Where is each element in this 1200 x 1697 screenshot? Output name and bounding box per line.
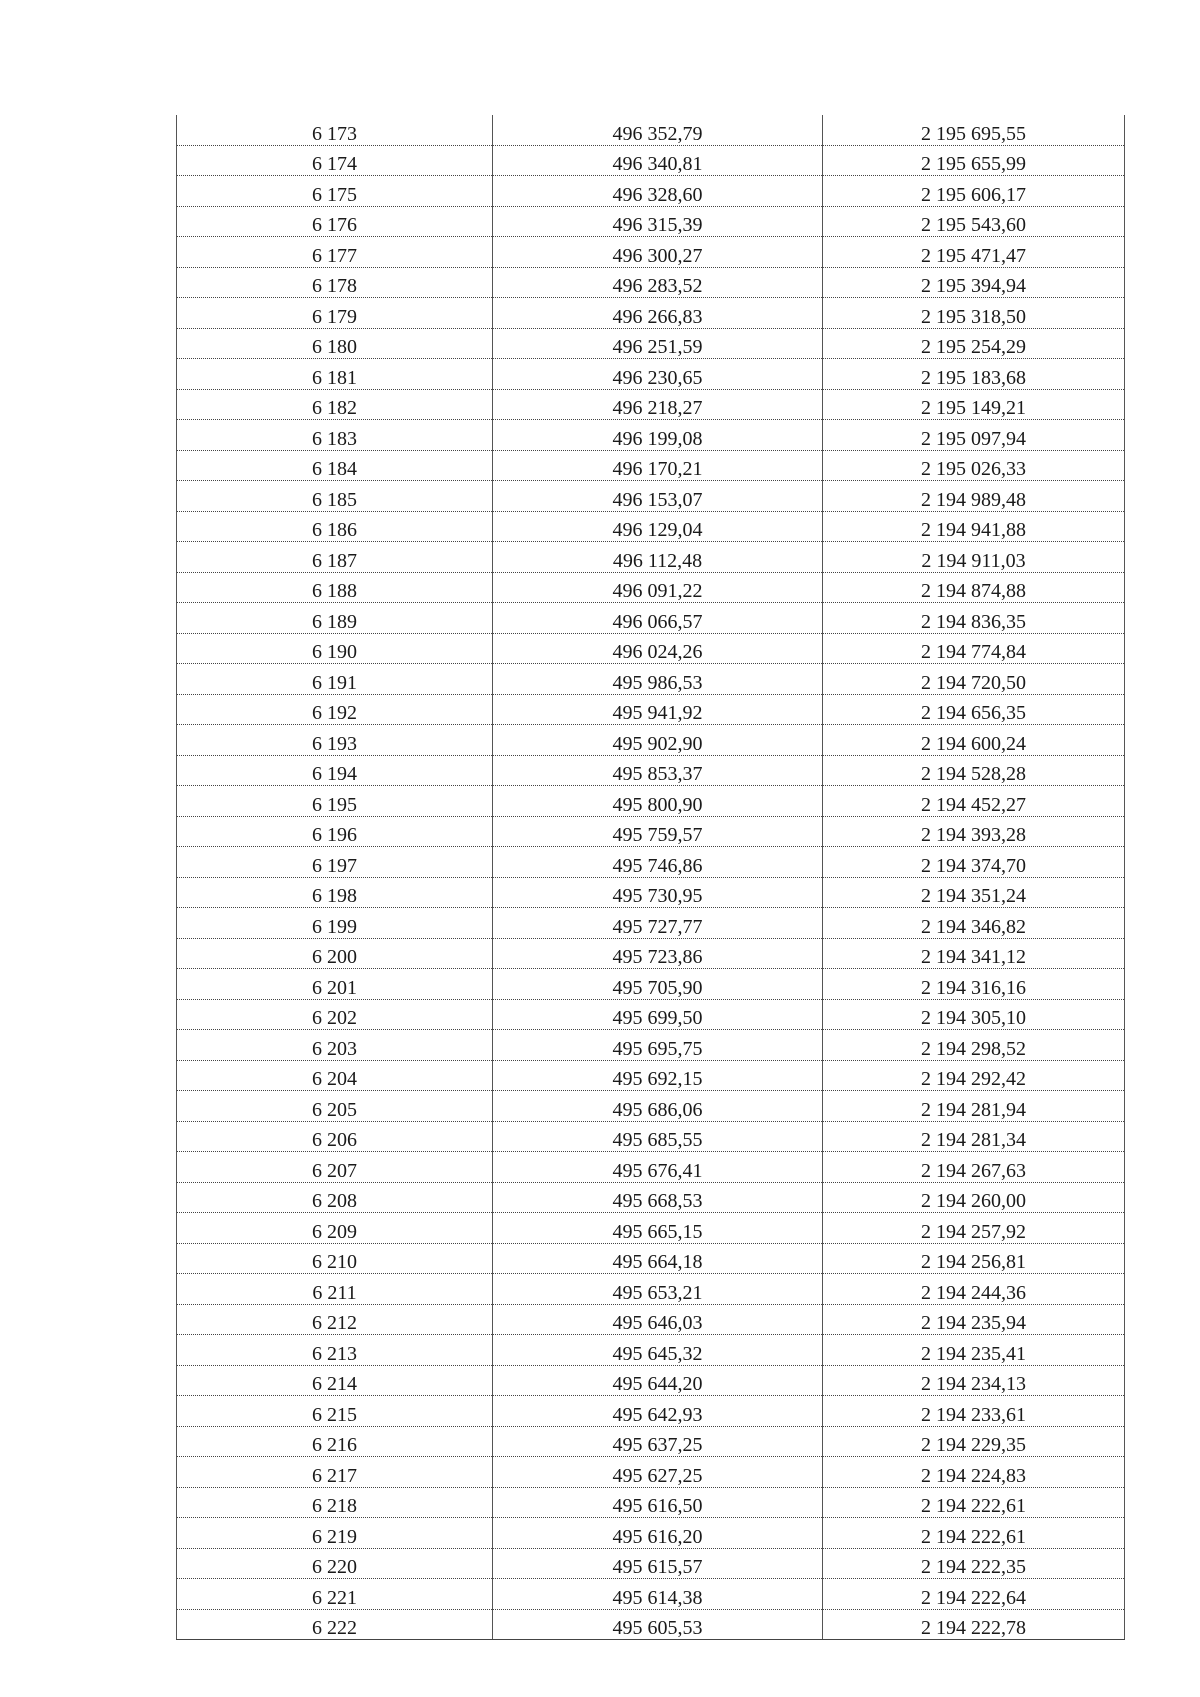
table-row: [177, 389, 1125, 420]
table-row: [177, 1609, 1125, 1640]
x-coordinate-cell: 495 614,38: [493, 1579, 823, 1610]
point-number-cell: 6 212: [177, 1304, 493, 1335]
x-coordinate-cell: 495 668,53: [493, 1182, 823, 1213]
y-coordinate-cell: 2 194 341,12: [823, 938, 1125, 969]
table-row: [177, 664, 1125, 695]
x-coordinate-cell: 496 091,22: [493, 572, 823, 603]
x-coordinate-cell: 495 637,25: [493, 1426, 823, 1457]
y-coordinate-cell: 2 194 298,52: [823, 1030, 1125, 1061]
x-coordinate-cell: 495 986,53: [493, 664, 823, 695]
point-number-cell: 6 194: [177, 755, 493, 786]
table-row: [177, 359, 1125, 390]
table-row: [177, 847, 1125, 878]
point-number-cell: 6 174: [177, 145, 493, 176]
y-coordinate-cell: 2 194 600,24: [823, 725, 1125, 756]
x-coordinate-cell: 496 283,52: [493, 267, 823, 298]
table-row: [177, 1152, 1125, 1183]
point-number-cell: 6 175: [177, 176, 493, 207]
y-coordinate-cell: 2 195 254,29: [823, 328, 1125, 359]
point-number-cell: 6 213: [177, 1335, 493, 1366]
y-coordinate-cell: 2 194 305,10: [823, 999, 1125, 1030]
table-row: [177, 938, 1125, 969]
point-number-cell: 6 185: [177, 481, 493, 512]
x-coordinate-cell: 495 941,92: [493, 694, 823, 725]
table-row: [177, 145, 1125, 176]
y-coordinate-cell: 2 194 257,92: [823, 1213, 1125, 1244]
y-coordinate-cell: 2 194 222,61: [823, 1487, 1125, 1518]
table-row: [177, 267, 1125, 298]
x-coordinate-cell: 495 759,57: [493, 816, 823, 847]
y-coordinate-cell: 2 194 346,82: [823, 908, 1125, 939]
table-row: [177, 725, 1125, 756]
y-coordinate-cell: 2 195 655,99: [823, 145, 1125, 176]
y-coordinate-cell: 2 194 267,63: [823, 1152, 1125, 1183]
table-row: [177, 1304, 1125, 1335]
table-row: [177, 1121, 1125, 1152]
x-coordinate-cell: 496 340,81: [493, 145, 823, 176]
table-row: [177, 1548, 1125, 1579]
point-number-cell: 6 199: [177, 908, 493, 939]
point-number-cell: 6 210: [177, 1243, 493, 1274]
point-number-cell: 6 211: [177, 1274, 493, 1305]
y-coordinate-cell: 2 194 989,48: [823, 481, 1125, 512]
table-row: [177, 511, 1125, 542]
x-coordinate-cell: 496 218,27: [493, 389, 823, 420]
y-coordinate-cell: 2 194 234,13: [823, 1365, 1125, 1396]
x-coordinate-cell: 496 230,65: [493, 359, 823, 390]
point-number-cell: 6 187: [177, 542, 493, 573]
point-number-cell: 6 183: [177, 420, 493, 451]
point-number-cell: 6 177: [177, 237, 493, 268]
x-coordinate-cell: 495 646,03: [493, 1304, 823, 1335]
point-number-cell: 6 204: [177, 1060, 493, 1091]
point-number-cell: 6 214: [177, 1365, 493, 1396]
x-coordinate-cell: 496 352,79: [493, 115, 823, 145]
point-number-cell: 6 198: [177, 877, 493, 908]
y-coordinate-cell: 2 194 224,83: [823, 1457, 1125, 1488]
x-coordinate-cell: 495 642,93: [493, 1396, 823, 1427]
x-coordinate-cell: 496 153,07: [493, 481, 823, 512]
table-row: [177, 176, 1125, 207]
y-coordinate-cell: 2 194 281,34: [823, 1121, 1125, 1152]
x-coordinate-cell: 495 699,50: [493, 999, 823, 1030]
table-row: [177, 877, 1125, 908]
point-number-cell: 6 179: [177, 298, 493, 329]
point-number-cell: 6 188: [177, 572, 493, 603]
point-number-cell: 6 173: [177, 115, 493, 145]
x-coordinate-cell: 495 605,53: [493, 1609, 823, 1640]
x-coordinate-cell: 495 727,77: [493, 908, 823, 939]
x-coordinate-cell: 496 300,27: [493, 237, 823, 268]
table-row: [177, 1365, 1125, 1396]
x-coordinate-cell: 495 705,90: [493, 969, 823, 1000]
x-coordinate-cell: 495 692,15: [493, 1060, 823, 1091]
y-coordinate-cell: 2 194 393,28: [823, 816, 1125, 847]
table-row: [177, 450, 1125, 481]
y-coordinate-cell: 2 194 235,41: [823, 1335, 1125, 1366]
x-coordinate-cell: 495 645,32: [493, 1335, 823, 1366]
point-number-cell: 6 207: [177, 1152, 493, 1183]
x-coordinate-cell: 495 686,06: [493, 1091, 823, 1122]
point-number-cell: 6 220: [177, 1548, 493, 1579]
table-row: [177, 572, 1125, 603]
x-coordinate-cell: 495 800,90: [493, 786, 823, 817]
point-number-cell: 6 190: [177, 633, 493, 664]
point-number-cell: 6 205: [177, 1091, 493, 1122]
x-coordinate-cell: 496 129,04: [493, 511, 823, 542]
y-coordinate-cell: 2 194 222,78: [823, 1609, 1125, 1640]
point-number-cell: 6 218: [177, 1487, 493, 1518]
table-row: [177, 1396, 1125, 1427]
y-coordinate-cell: 2 194 222,35: [823, 1548, 1125, 1579]
table-row: [177, 206, 1125, 237]
table-row: [177, 481, 1125, 512]
table-row: [177, 115, 1125, 145]
point-number-cell: 6 189: [177, 603, 493, 634]
table-row: [177, 1457, 1125, 1488]
point-number-cell: 6 221: [177, 1579, 493, 1610]
point-number-cell: 6 203: [177, 1030, 493, 1061]
y-coordinate-cell: 2 195 471,47: [823, 237, 1125, 268]
coordinates-table-body: [177, 115, 1125, 1640]
table-row: [177, 816, 1125, 847]
point-number-cell: 6 216: [177, 1426, 493, 1457]
point-number-cell: 6 176: [177, 206, 493, 237]
table-row: [177, 694, 1125, 725]
y-coordinate-cell: 2 195 183,68: [823, 359, 1125, 390]
y-coordinate-cell: 2 195 695,55: [823, 115, 1125, 145]
y-coordinate-cell: 2 194 260,00: [823, 1182, 1125, 1213]
table-row: [177, 1243, 1125, 1274]
y-coordinate-cell: 2 195 543,60: [823, 206, 1125, 237]
x-coordinate-cell: 495 627,25: [493, 1457, 823, 1488]
y-coordinate-cell: 2 194 528,28: [823, 755, 1125, 786]
point-number-cell: 6 217: [177, 1457, 493, 1488]
y-coordinate-cell: 2 195 606,17: [823, 176, 1125, 207]
point-number-cell: 6 193: [177, 725, 493, 756]
y-coordinate-cell: 2 195 318,50: [823, 298, 1125, 329]
y-coordinate-cell: 2 194 374,70: [823, 847, 1125, 878]
point-number-cell: 6 192: [177, 694, 493, 725]
point-number-cell: 6 209: [177, 1213, 493, 1244]
x-coordinate-cell: 495 685,55: [493, 1121, 823, 1152]
table-row: [177, 1426, 1125, 1457]
y-coordinate-cell: 2 194 774,84: [823, 633, 1125, 664]
x-coordinate-cell: 495 853,37: [493, 755, 823, 786]
y-coordinate-cell: 2 194 941,88: [823, 511, 1125, 542]
x-coordinate-cell: 496 112,48: [493, 542, 823, 573]
y-coordinate-cell: 2 194 720,50: [823, 664, 1125, 695]
y-coordinate-cell: 2 194 292,42: [823, 1060, 1125, 1091]
table-row: [177, 999, 1125, 1030]
x-coordinate-cell: 496 251,59: [493, 328, 823, 359]
table-row: [177, 969, 1125, 1000]
y-coordinate-cell: 2 194 222,64: [823, 1579, 1125, 1610]
point-number-cell: 6 222: [177, 1609, 493, 1640]
table-row: [177, 786, 1125, 817]
x-coordinate-cell: 495 616,50: [493, 1487, 823, 1518]
point-number-cell: 6 182: [177, 389, 493, 420]
point-number-cell: 6 178: [177, 267, 493, 298]
y-coordinate-cell: 2 194 874,88: [823, 572, 1125, 603]
x-coordinate-cell: 496 328,60: [493, 176, 823, 207]
point-number-cell: 6 215: [177, 1396, 493, 1427]
y-coordinate-cell: 2 195 026,33: [823, 450, 1125, 481]
table-row: [177, 1335, 1125, 1366]
y-coordinate-cell: 2 195 097,94: [823, 420, 1125, 451]
table-row: [177, 298, 1125, 329]
x-coordinate-cell: 496 199,08: [493, 420, 823, 451]
point-number-cell: 6 195: [177, 786, 493, 817]
x-coordinate-cell: 496 266,83: [493, 298, 823, 329]
x-coordinate-cell: 495 665,15: [493, 1213, 823, 1244]
y-coordinate-cell: 2 194 235,94: [823, 1304, 1125, 1335]
table-row: [177, 755, 1125, 786]
x-coordinate-cell: 496 024,26: [493, 633, 823, 664]
table-row: [177, 1091, 1125, 1122]
x-coordinate-cell: 495 653,21: [493, 1274, 823, 1305]
table-row: [177, 1030, 1125, 1061]
y-coordinate-cell: 2 194 911,03: [823, 542, 1125, 573]
point-number-cell: 6 196: [177, 816, 493, 847]
point-number-cell: 6 219: [177, 1518, 493, 1549]
table-row: [177, 1579, 1125, 1610]
x-coordinate-cell: 496 315,39: [493, 206, 823, 237]
x-coordinate-cell: 495 746,86: [493, 847, 823, 878]
y-coordinate-cell: 2 194 244,36: [823, 1274, 1125, 1305]
x-coordinate-cell: 496 066,57: [493, 603, 823, 634]
table-row: [177, 908, 1125, 939]
y-coordinate-cell: 2 194 656,35: [823, 694, 1125, 725]
table-row: [177, 542, 1125, 573]
y-coordinate-cell: 2 194 281,94: [823, 1091, 1125, 1122]
y-coordinate-cell: 2 195 394,94: [823, 267, 1125, 298]
coordinates-table-container: [176, 115, 1124, 1640]
y-coordinate-cell: 2 194 222,61: [823, 1518, 1125, 1549]
point-number-cell: 6 197: [177, 847, 493, 878]
x-coordinate-cell: 495 644,20: [493, 1365, 823, 1396]
table-row: [177, 1487, 1125, 1518]
x-coordinate-cell: 495 616,20: [493, 1518, 823, 1549]
x-coordinate-cell: 495 676,41: [493, 1152, 823, 1183]
point-number-cell: 6 202: [177, 999, 493, 1030]
x-coordinate-cell: 495 723,86: [493, 938, 823, 969]
table-row: [177, 1518, 1125, 1549]
table-row: [177, 237, 1125, 268]
table-row: [177, 328, 1125, 359]
table-row: [177, 1213, 1125, 1244]
y-coordinate-cell: 2 194 836,35: [823, 603, 1125, 634]
point-number-cell: 6 208: [177, 1182, 493, 1213]
point-number-cell: 6 201: [177, 969, 493, 1000]
y-coordinate-cell: 2 195 149,21: [823, 389, 1125, 420]
x-coordinate-cell: 495 902,90: [493, 725, 823, 756]
y-coordinate-cell: 2 194 229,35: [823, 1426, 1125, 1457]
y-coordinate-cell: 2 194 452,27: [823, 786, 1125, 817]
x-coordinate-cell: 496 170,21: [493, 450, 823, 481]
table-row: [177, 1274, 1125, 1305]
point-number-cell: 6 191: [177, 664, 493, 695]
point-number-cell: 6 181: [177, 359, 493, 390]
point-number-cell: 6 186: [177, 511, 493, 542]
point-number-cell: 6 180: [177, 328, 493, 359]
x-coordinate-cell: 495 730,95: [493, 877, 823, 908]
table-row: [177, 603, 1125, 634]
table-row: [177, 420, 1125, 451]
x-coordinate-cell: 495 664,18: [493, 1243, 823, 1274]
point-number-cell: 6 200: [177, 938, 493, 969]
table-row: [177, 633, 1125, 664]
y-coordinate-cell: 2 194 233,61: [823, 1396, 1125, 1427]
table-row: [177, 1060, 1125, 1091]
point-number-cell: 6 206: [177, 1121, 493, 1152]
coordinates-table: [176, 115, 1125, 1640]
table-row: [177, 1182, 1125, 1213]
x-coordinate-cell: 495 615,57: [493, 1548, 823, 1579]
x-coordinate-cell: 495 695,75: [493, 1030, 823, 1061]
point-number-cell: 6 184: [177, 450, 493, 481]
y-coordinate-cell: 2 194 256,81: [823, 1243, 1125, 1274]
y-coordinate-cell: 2 194 351,24: [823, 877, 1125, 908]
y-coordinate-cell: 2 194 316,16: [823, 969, 1125, 1000]
